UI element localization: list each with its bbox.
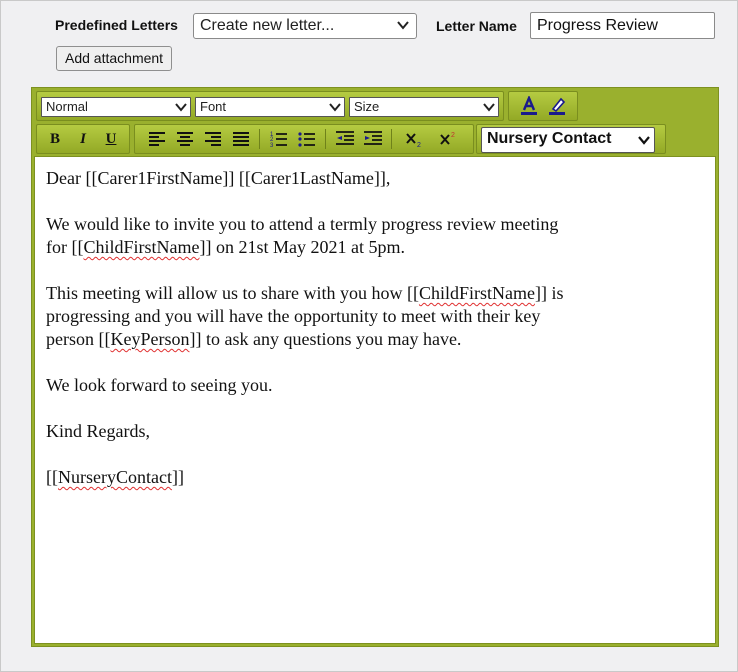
- letter-name-input[interactable]: [530, 12, 715, 39]
- align-left-button[interactable]: [145, 128, 169, 150]
- format-select-value: Normal: [46, 99, 88, 114]
- font-color-icon: [519, 96, 539, 116]
- predefined-letters-label: Predefined Letters: [55, 17, 178, 33]
- p3-text: We look forward to seeing you.: [46, 375, 273, 395]
- chevron-down-icon: [329, 101, 341, 113]
- svg-text:1: 1: [270, 132, 274, 138]
- format-select[interactable]: [41, 97, 191, 117]
- unordered-list-icon: [298, 130, 316, 148]
- p1-line-b-post: ]] on 21st May 2021 at 5pm.: [199, 237, 405, 257]
- merge-token: ChildFirstName: [83, 237, 200, 257]
- outdent-button[interactable]: [333, 128, 357, 150]
- ordered-list-icon: [270, 130, 288, 148]
- merge-token: NurseryContact: [58, 467, 172, 487]
- toolbar-separator: [259, 129, 260, 149]
- italic-button[interactable]: I: [80, 130, 86, 147]
- indent-button[interactable]: [361, 128, 385, 150]
- toolbar-separator: [325, 129, 326, 149]
- letter-signature: [46, 466, 704, 489]
- align-left-icon: [148, 131, 166, 147]
- merge-field-value: Nursery Contact: [487, 130, 612, 147]
- svg-text:2: 2: [417, 142, 421, 148]
- toolbar-separator: [391, 129, 392, 149]
- color-tools-group: [508, 91, 578, 121]
- highlight-icon: [547, 96, 567, 116]
- subscript-icon: [405, 130, 425, 148]
- p1-line-a: We would like to invite you to attend a termly progress review meeting: [46, 214, 559, 234]
- align-justify-button[interactable]: [229, 128, 253, 150]
- predefined-letters-value: Create new letter...: [200, 17, 335, 34]
- superscript-icon: [439, 130, 459, 148]
- p2-line-a-post: ]] is: [534, 283, 564, 303]
- merge-token: KeyPerson: [110, 329, 190, 349]
- underline-button[interactable]: U: [105, 130, 117, 147]
- add-attachment-button[interactable]: Add attachment: [56, 46, 172, 71]
- paragraph-tools-group: [134, 124, 474, 154]
- ordered-list-button[interactable]: [267, 128, 291, 150]
- p2-line-a-pre: This meeting will allow us to share with you how [[: [46, 283, 419, 303]
- chevron-down-icon: [175, 101, 187, 113]
- p2-line-b: progressing and you will have the opportunity to meet with their key: [46, 306, 541, 326]
- merge-token: ChildFirstName: [418, 283, 535, 303]
- align-right-icon: [204, 131, 222, 147]
- indent-icon: [363, 130, 383, 148]
- signature-pre: [[: [46, 467, 58, 487]
- font-select-value: Font: [200, 99, 227, 114]
- letter-paragraph-1: [46, 213, 704, 259]
- letter-paragraph-2: [46, 282, 704, 351]
- bold-button[interactable]: B: [49, 130, 60, 147]
- signature-post: ]]: [171, 467, 184, 487]
- align-center-icon: [176, 131, 194, 147]
- chevron-down-icon: [396, 18, 410, 32]
- sign-off-text: Kind Regards,: [46, 421, 150, 441]
- letter-body[interactable]: [34, 156, 716, 644]
- superscript-button[interactable]: [437, 128, 461, 150]
- letter-paragraph-3: [46, 374, 704, 397]
- p2-line-c-pre: person [[: [46, 329, 111, 349]
- letter-sign-off: [46, 420, 704, 443]
- outdent-icon: [335, 130, 355, 148]
- format-select-group: [36, 91, 504, 121]
- unordered-list-button[interactable]: [295, 128, 319, 150]
- svg-text:2: 2: [270, 137, 274, 143]
- svg-text:3: 3: [270, 143, 274, 148]
- font-select[interactable]: [195, 97, 345, 117]
- chevron-down-icon: [483, 101, 495, 113]
- size-select-value: Size: [354, 99, 380, 114]
- font-color-button[interactable]: [517, 95, 541, 117]
- greeting-text: Dear [[Carer1FirstName]] [[Carer1LastName]],: [46, 168, 391, 188]
- letter-greeting: [46, 167, 704, 190]
- text-style-group: [36, 124, 130, 154]
- subscript-button[interactable]: [403, 128, 427, 150]
- predefined-letters-select[interactable]: [193, 13, 417, 39]
- align-justify-icon: [232, 131, 250, 147]
- size-select[interactable]: [349, 97, 499, 117]
- chevron-down-icon: [638, 134, 650, 146]
- align-right-button[interactable]: [201, 128, 225, 150]
- p2-line-c-post: ]] to ask any questions you may have.: [189, 329, 462, 349]
- letter-name-label: Letter Name: [436, 18, 517, 34]
- align-center-button[interactable]: [173, 128, 197, 150]
- svg-text:2: 2: [451, 132, 455, 139]
- p1-line-b-pre: for [[: [46, 237, 84, 257]
- rich-text-editor: [31, 87, 719, 647]
- highlight-button[interactable]: [545, 95, 569, 117]
- merge-field-group: [476, 124, 666, 154]
- merge-field-select[interactable]: [481, 127, 655, 153]
